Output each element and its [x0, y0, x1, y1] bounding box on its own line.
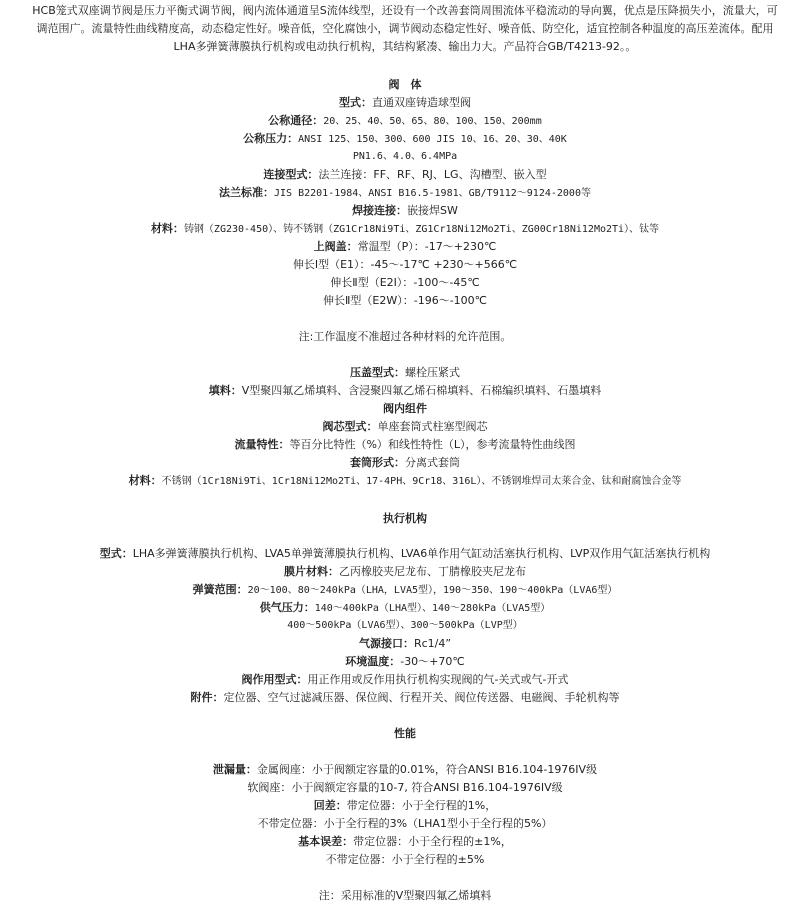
spec-diaphragm-material: [0, 563, 810, 581]
spec-value: 嵌接焊SW: [407, 204, 458, 217]
spec-type: [0, 94, 810, 112]
spec-leakage: [0, 761, 810, 779]
spec-bonnet: [0, 238, 810, 256]
intro-line: HCB笼式双座调节阀是压力平衡式调节阀，阀内流体通道呈S流体线型，还设有一个改善套筒周围流体平稳流动的导向翼，优点是压降损失小，流量大，可: [32, 4, 778, 17]
spec-extension-3: 伸长Ⅱ型（E2W）：-196～-100℃: [322, 294, 488, 307]
spec-value: 常温型（P）：-17～+230℃: [357, 240, 497, 253]
spec-value: 带定位器：小于全行程的1%，: [346, 799, 497, 812]
spec-value: 20、25、40、50、65、80、100、150、200mm: [323, 116, 542, 127]
spec-value: LHA多弹簧薄膜执行机构、LVA5单弹簧薄膜执行机构、LVA6单作用气缸动活塞执行机构、LVP双作用气缸活塞执行机构: [132, 547, 711, 560]
spec-label: 材料：: [150, 222, 184, 235]
spec-label: 回差：: [313, 799, 347, 812]
spec-label: 气源接口：: [358, 637, 414, 650]
spec-label: 公称压力：: [243, 132, 299, 145]
spec-label: 上阀盖：: [313, 240, 358, 253]
spec-value: 等百分比特性（%）和线性特性（L），参考流量特性曲线图: [289, 438, 576, 451]
spec-label: 阀作用型式：: [241, 673, 308, 686]
spec-label: 阀芯型式：: [322, 420, 378, 433]
spec-label: 连接型式：: [263, 168, 319, 181]
spec-extension-2: 伸长Ⅱ型（E2I）：-100～-45℃: [330, 276, 480, 289]
spec-label: 材料：: [128, 474, 162, 487]
spec-value: JIS B2201-1984、ANSI B16.5-1981、GB/T9112～9124-2000等: [274, 188, 591, 199]
spec-value: 带定位器：小于全行程的±1%，: [353, 835, 512, 848]
spec-label: 泄漏量：: [212, 763, 257, 776]
spec-value: 20～100、80～240kPa（LHA，LVA5型），190～350、190～400kPa（LVA6型）: [247, 585, 618, 596]
spec-label: 膜片材料：: [284, 565, 339, 578]
spec-value: 定位器、空气过滤减压器、保位阀、行程开关、阀位传送器、电磁阀、手轮机构等: [223, 691, 620, 704]
section-heading-valve-body: 阀 体: [388, 78, 422, 91]
spec-value: ANSI 125、150、300、600 JIS 10、16、20、30、40K: [298, 134, 567, 145]
section-heading-trim: 阀内组件: [383, 402, 427, 415]
spec-air-port: [0, 635, 810, 653]
section-heading-actuator: 执行机构: [383, 512, 427, 525]
spec-value-continued: 400～500kPa（LVA6型）、300～500kPa（LVP型）: [287, 620, 523, 631]
spec-value: Rc1/4”: [413, 637, 452, 650]
spec-value: 单座套筒式柱塞型阀芯: [377, 420, 488, 433]
spec-value: 乙丙橡胶夹尼龙布、丁腈橡胶夹尼龙布: [339, 565, 526, 578]
spec-actuator-type: [0, 545, 810, 563]
intro-paragraph: [2, 2, 808, 56]
spec-body-material: [0, 220, 810, 238]
spec-accessories: [0, 689, 810, 707]
spec-basic-error: [0, 833, 810, 851]
spec-value: V型聚四氟乙烯填料、含浸聚四氟乙烯石棉填料、石棉编织填料、石墨填料: [241, 384, 602, 397]
spec-value: -30～+70℃: [400, 655, 465, 668]
spec-hysteresis: [0, 797, 810, 815]
spec-label: 焊接连接：: [352, 204, 408, 217]
spec-value: 不锈钢（1Cr18Ni9Ti、1Cr18Ni12Mo2Ti、17-4PH、9Cr18、316L）、不锈钢堆焊司太莱合金、钛和耐腐蚀合金等: [161, 476, 682, 487]
spec-label: 附件：: [190, 691, 224, 704]
spec-gland: [0, 364, 810, 382]
spec-value-continued: PN1.6、4.0、6.4MPa: [352, 151, 458, 162]
spec-value-continued: 不带定位器：小于全行程的3%（LHA1型小于全行程的5%）: [257, 817, 553, 830]
spec-value: 分离式套筒: [405, 456, 460, 469]
spec-label: 供气压力：: [259, 601, 315, 614]
spec-weld-connection: [0, 202, 810, 220]
spec-value-continued: 软阀座：小于阀额定容量的10-7, 符合ANSI B16.104-1976IV级: [247, 781, 563, 794]
spec-value: 140～400kPa（LHA型）、140～280kPa（LVA5型）: [314, 603, 551, 614]
spec-value: 直通双座铸造球型阀: [372, 96, 471, 109]
spec-value: 用正作用或反作用执行机构实现阀的气-关式或气-开式: [307, 673, 569, 686]
spec-label: 压盖型式：: [350, 366, 405, 379]
spec-spring-range: [0, 581, 810, 599]
spec-label: 填料：: [208, 384, 242, 397]
intro-line: 调范围广。流量特性曲线精度高，动态稳定性好。噪音低，空化腐蚀小，调节阀动态稳定性好、噪音低、防空化，适宜控制各种温度的高压差流体。配用: [36, 22, 774, 35]
spec-nominal-diameter: [0, 112, 810, 130]
spec-trim-material: [0, 472, 810, 490]
spec-value: 螺栓压紧式: [405, 366, 460, 379]
intro-line: LHA多弹簧薄膜执行机构或电动执行机构，其结构紧凑、输出力大。产品符合GB/T4213-92。。: [173, 40, 637, 53]
spec-value-continued: 不带定位器：小于全行程的±5%: [325, 853, 485, 866]
spec-cage-type: [0, 454, 810, 472]
spec-valve-action: [0, 671, 810, 689]
packing-note: 注：采用标准的V型聚四氟乙烯填料: [318, 889, 492, 902]
spec-label: 公称通径：: [268, 114, 324, 127]
spec-packing: [0, 382, 810, 400]
spec-supply-pressure: [0, 599, 810, 617]
spec-flow-characteristic: [0, 436, 810, 454]
spec-nominal-pressure: [0, 130, 810, 148]
spec-label: 弹簧范围：: [192, 583, 248, 596]
spec-flange-standard: [0, 184, 810, 202]
spec-connection: [0, 166, 810, 184]
spec-value: 法兰连接：FF、RF、RJ、LG、沟槽型、嵌入型: [318, 168, 547, 181]
spec-label: 基本误差：: [298, 835, 354, 848]
spec-label: 型式：: [339, 96, 372, 109]
spec-value: 金属阀座：小于阀额定容量的0.01%，符合ANSI B16.104-1976IV级: [256, 763, 598, 776]
section-heading-performance: 性能: [394, 727, 416, 740]
spec-label: 流量特性：: [234, 438, 290, 451]
spec-label: 型式：: [99, 547, 133, 560]
spec-ambient-temperature: [0, 653, 810, 671]
spec-label: 环境温度：: [345, 655, 401, 668]
spec-label: 套筒形式：: [350, 456, 405, 469]
temperature-note: 注:工作温度不准超过各种材料的允许范围。: [298, 330, 512, 343]
spec-value: 铸钢（ZG230-450）、铸不锈钢（ZG1Cr18Ni9Ti、ZG1Cr18Ni12Mo2Ti、ZG00Cr18Ni12Mo2Ti）、钛等: [183, 224, 660, 235]
spec-plug-type: [0, 418, 810, 436]
spec-label: 法兰标准：: [219, 186, 275, 199]
spec-extension-1: 伸长Ⅰ型（E1）：-45～-17℃ +230～+566℃: [292, 258, 518, 271]
